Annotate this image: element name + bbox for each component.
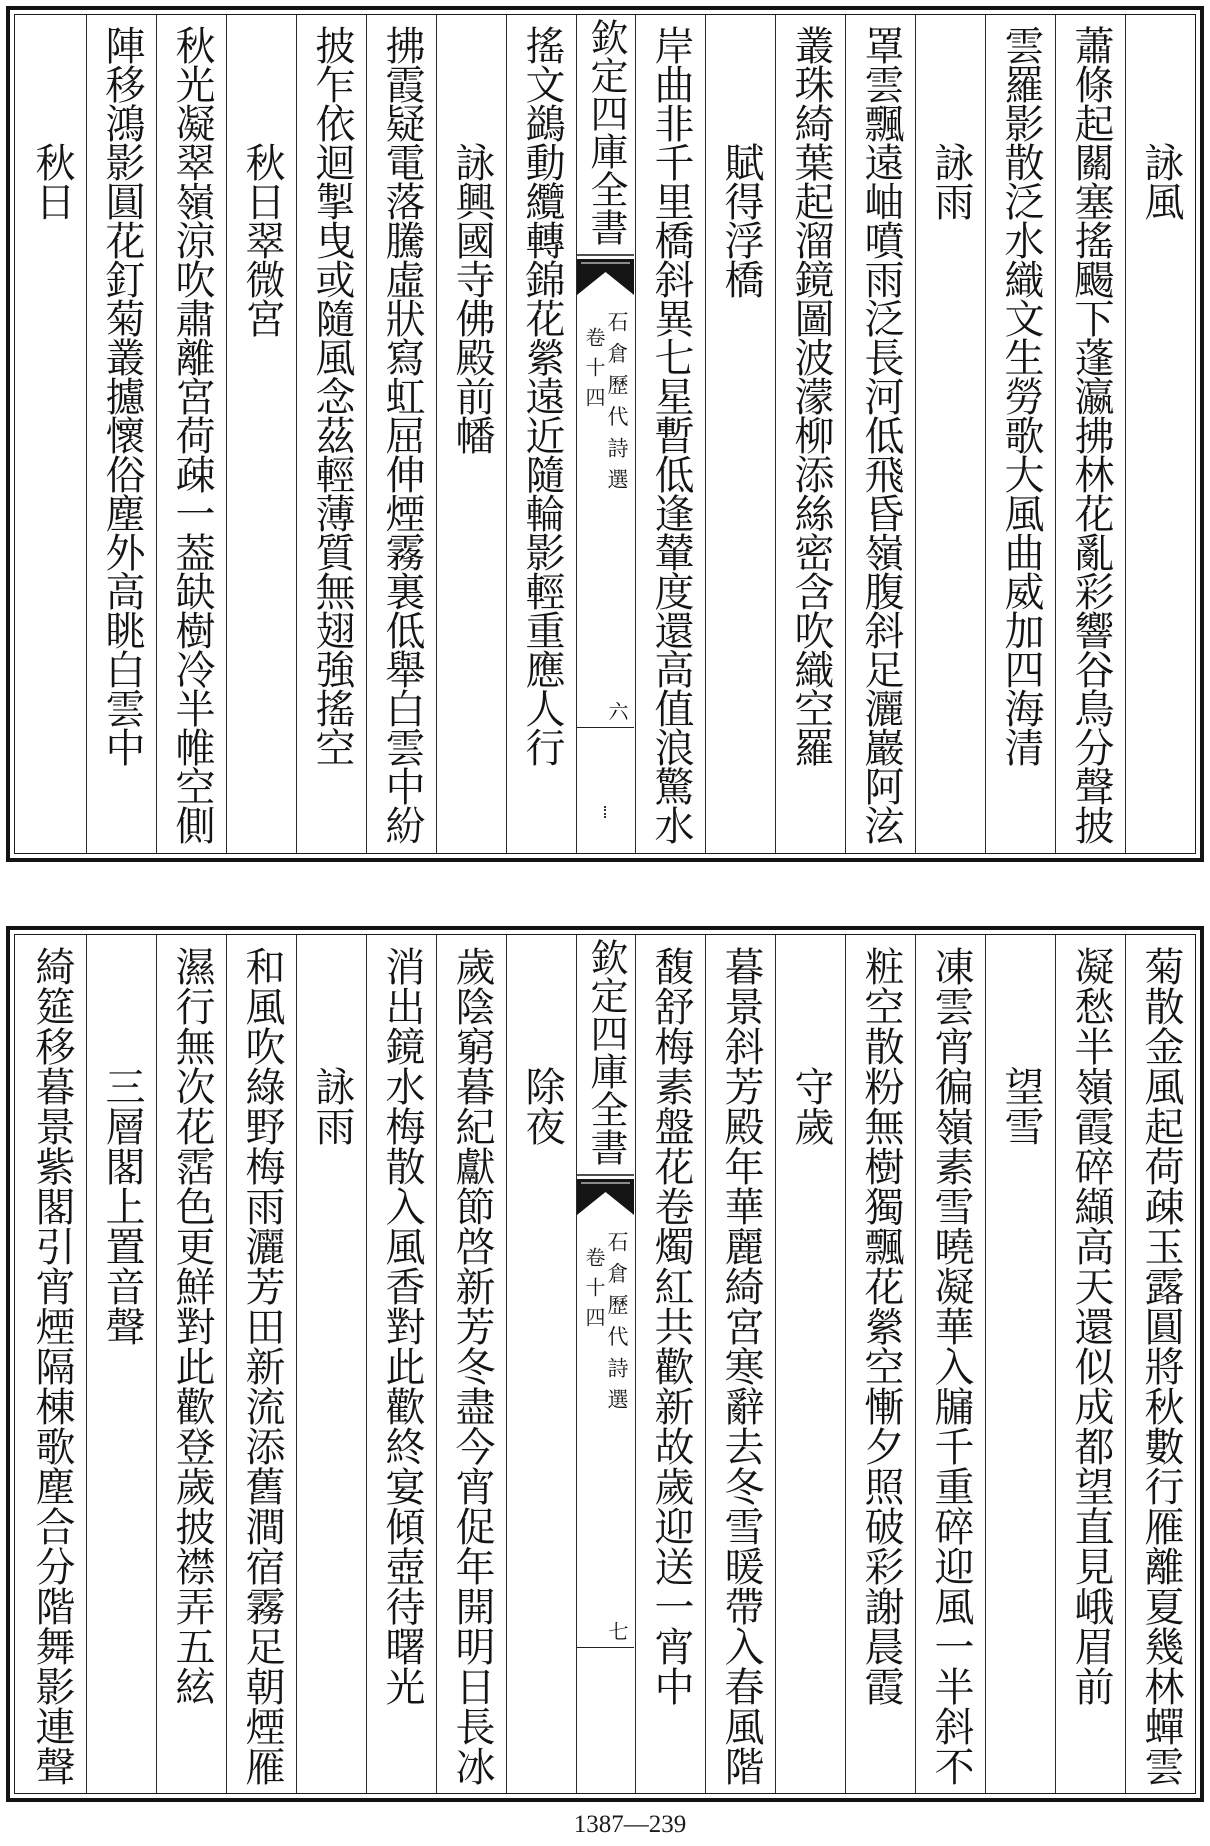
leaf-number: 六 xyxy=(605,701,629,721)
poem-title: 三層閣上置音聲 xyxy=(86,935,156,1793)
verse-column: 凝愁半嶺霞碎纈高天還似成都望直見峨眉前 xyxy=(1055,935,1125,1793)
poem-title: 守歲 xyxy=(775,935,845,1793)
verse-column: 岸曲非千里橋斜異七星暫低逢輦度還高值浪驚水 xyxy=(635,15,705,853)
verse-column: 凍雲宵徧嶺素雪曉凝華入牖千重碎迎風一半斜不 xyxy=(915,935,985,1793)
verse-column: 和風吹綠野梅雨灑芳田新流添舊澗宿霧足朝煙雁 xyxy=(226,935,296,1793)
poem-title: 詠雨 xyxy=(915,15,985,853)
poem-title: 詠風 xyxy=(1125,15,1195,853)
page-frame xyxy=(14,14,1196,854)
center-gutter xyxy=(576,935,635,1793)
poem-title: 賦得浮橋 xyxy=(705,15,775,853)
verse-column: 秋光凝翠嶺涼吹肅離宮荷疎一葢缺樹冷半帷空側 xyxy=(156,15,226,853)
collection-title: 石倉歷代詩選 xyxy=(605,311,629,500)
fish-tail-mark xyxy=(577,253,634,299)
volume-number: 卷十四 xyxy=(582,1247,606,1337)
verse-column: 雲羅影散泛水織文生勞歌大風曲威加四海清 xyxy=(985,15,1055,853)
verse-column: 拂霞疑電落騰虛狀寫虹屈伸煙霧裏低舉白雲中紛 xyxy=(366,15,436,853)
verse-column: 消出鏡水梅散入風香對此歡終宴傾壺待曙光 xyxy=(366,935,436,1793)
book-title: 欽定四庫全書 xyxy=(584,938,628,1166)
verse-column: 披乍依迴掣曳或隨風念茲輕薄質無翅強搖空 xyxy=(296,15,366,853)
verse-column: 叢珠綺葉起溜鏡圖波濛柳添絲密含吹織空羅 xyxy=(775,15,845,853)
page-code: 1387—239 xyxy=(573,1811,687,1838)
volume-number: 卷十四 xyxy=(582,327,606,417)
verse-column: 陣移鴻影圓花釘菊叢攄懷俗塵外高眺白雲中 xyxy=(86,15,156,853)
poem-title: 望雪 xyxy=(985,935,1055,1793)
verse-column: 菊散金風起荷疎玉露圓將秋數行雁離夏幾林蟬雲 xyxy=(1125,935,1195,1793)
verse-column: 搖文鷁動纜轉錦花縈遠近隨輪影輕重應人行 xyxy=(506,15,576,853)
center-gutter xyxy=(576,15,635,853)
poem-title: 秋日 xyxy=(29,142,75,220)
leaf-number: 七 xyxy=(605,1621,629,1641)
gutter-rule xyxy=(577,1647,634,1648)
verse-column: 罩雲飄遠岫噴雨泛長河低飛昏嶺腹斜足灑巖阿泫 xyxy=(845,15,915,853)
verse-column: 綺筵移暮景紫閣引宵煙隔棟歌塵合分階舞影連聲 xyxy=(29,946,75,1786)
poem-title: 詠雨 xyxy=(296,935,366,1793)
verse-column: 粧空散粉無樹獨飄花縈空慚夕照破彩謝晨霞 xyxy=(845,935,915,1793)
upper-half-page xyxy=(6,6,1204,862)
verse-column: 濕行無次花霑色更鮮對此歡登歲披襟弄五絃 xyxy=(156,935,226,1793)
verse-column: 馥舒梅素盤花卷燭紅共歡新故歲迎送一宵中 xyxy=(635,935,705,1793)
lower-half-page xyxy=(6,926,1204,1802)
verse-column: 歲陰窮暮紀獻節啓新芳冬盡今宵促年開明日長冰 xyxy=(436,935,506,1793)
book-title: 欽定四庫全書 xyxy=(584,18,628,246)
gutter-tick-mark xyxy=(604,806,606,818)
verse-column: 蕭條起關塞搖颺下蓬瀛拂林花亂彩響谷鳥分聲披 xyxy=(1055,15,1125,853)
poem-title: 秋日翠微宮 xyxy=(226,15,296,853)
verse-column: 暮景斜芳殿年華麗綺宮寒辭去冬雪暖帶入春風階 xyxy=(705,935,775,1793)
poem-title: 詠興國寺佛殿前幡 xyxy=(436,15,506,853)
collection-title: 石倉歷代詩選 xyxy=(605,1231,629,1420)
fish-tail-mark xyxy=(577,1173,634,1219)
page-frame xyxy=(14,934,1196,1794)
gutter-rule xyxy=(577,727,634,728)
poem-title: 除夜 xyxy=(506,935,576,1793)
